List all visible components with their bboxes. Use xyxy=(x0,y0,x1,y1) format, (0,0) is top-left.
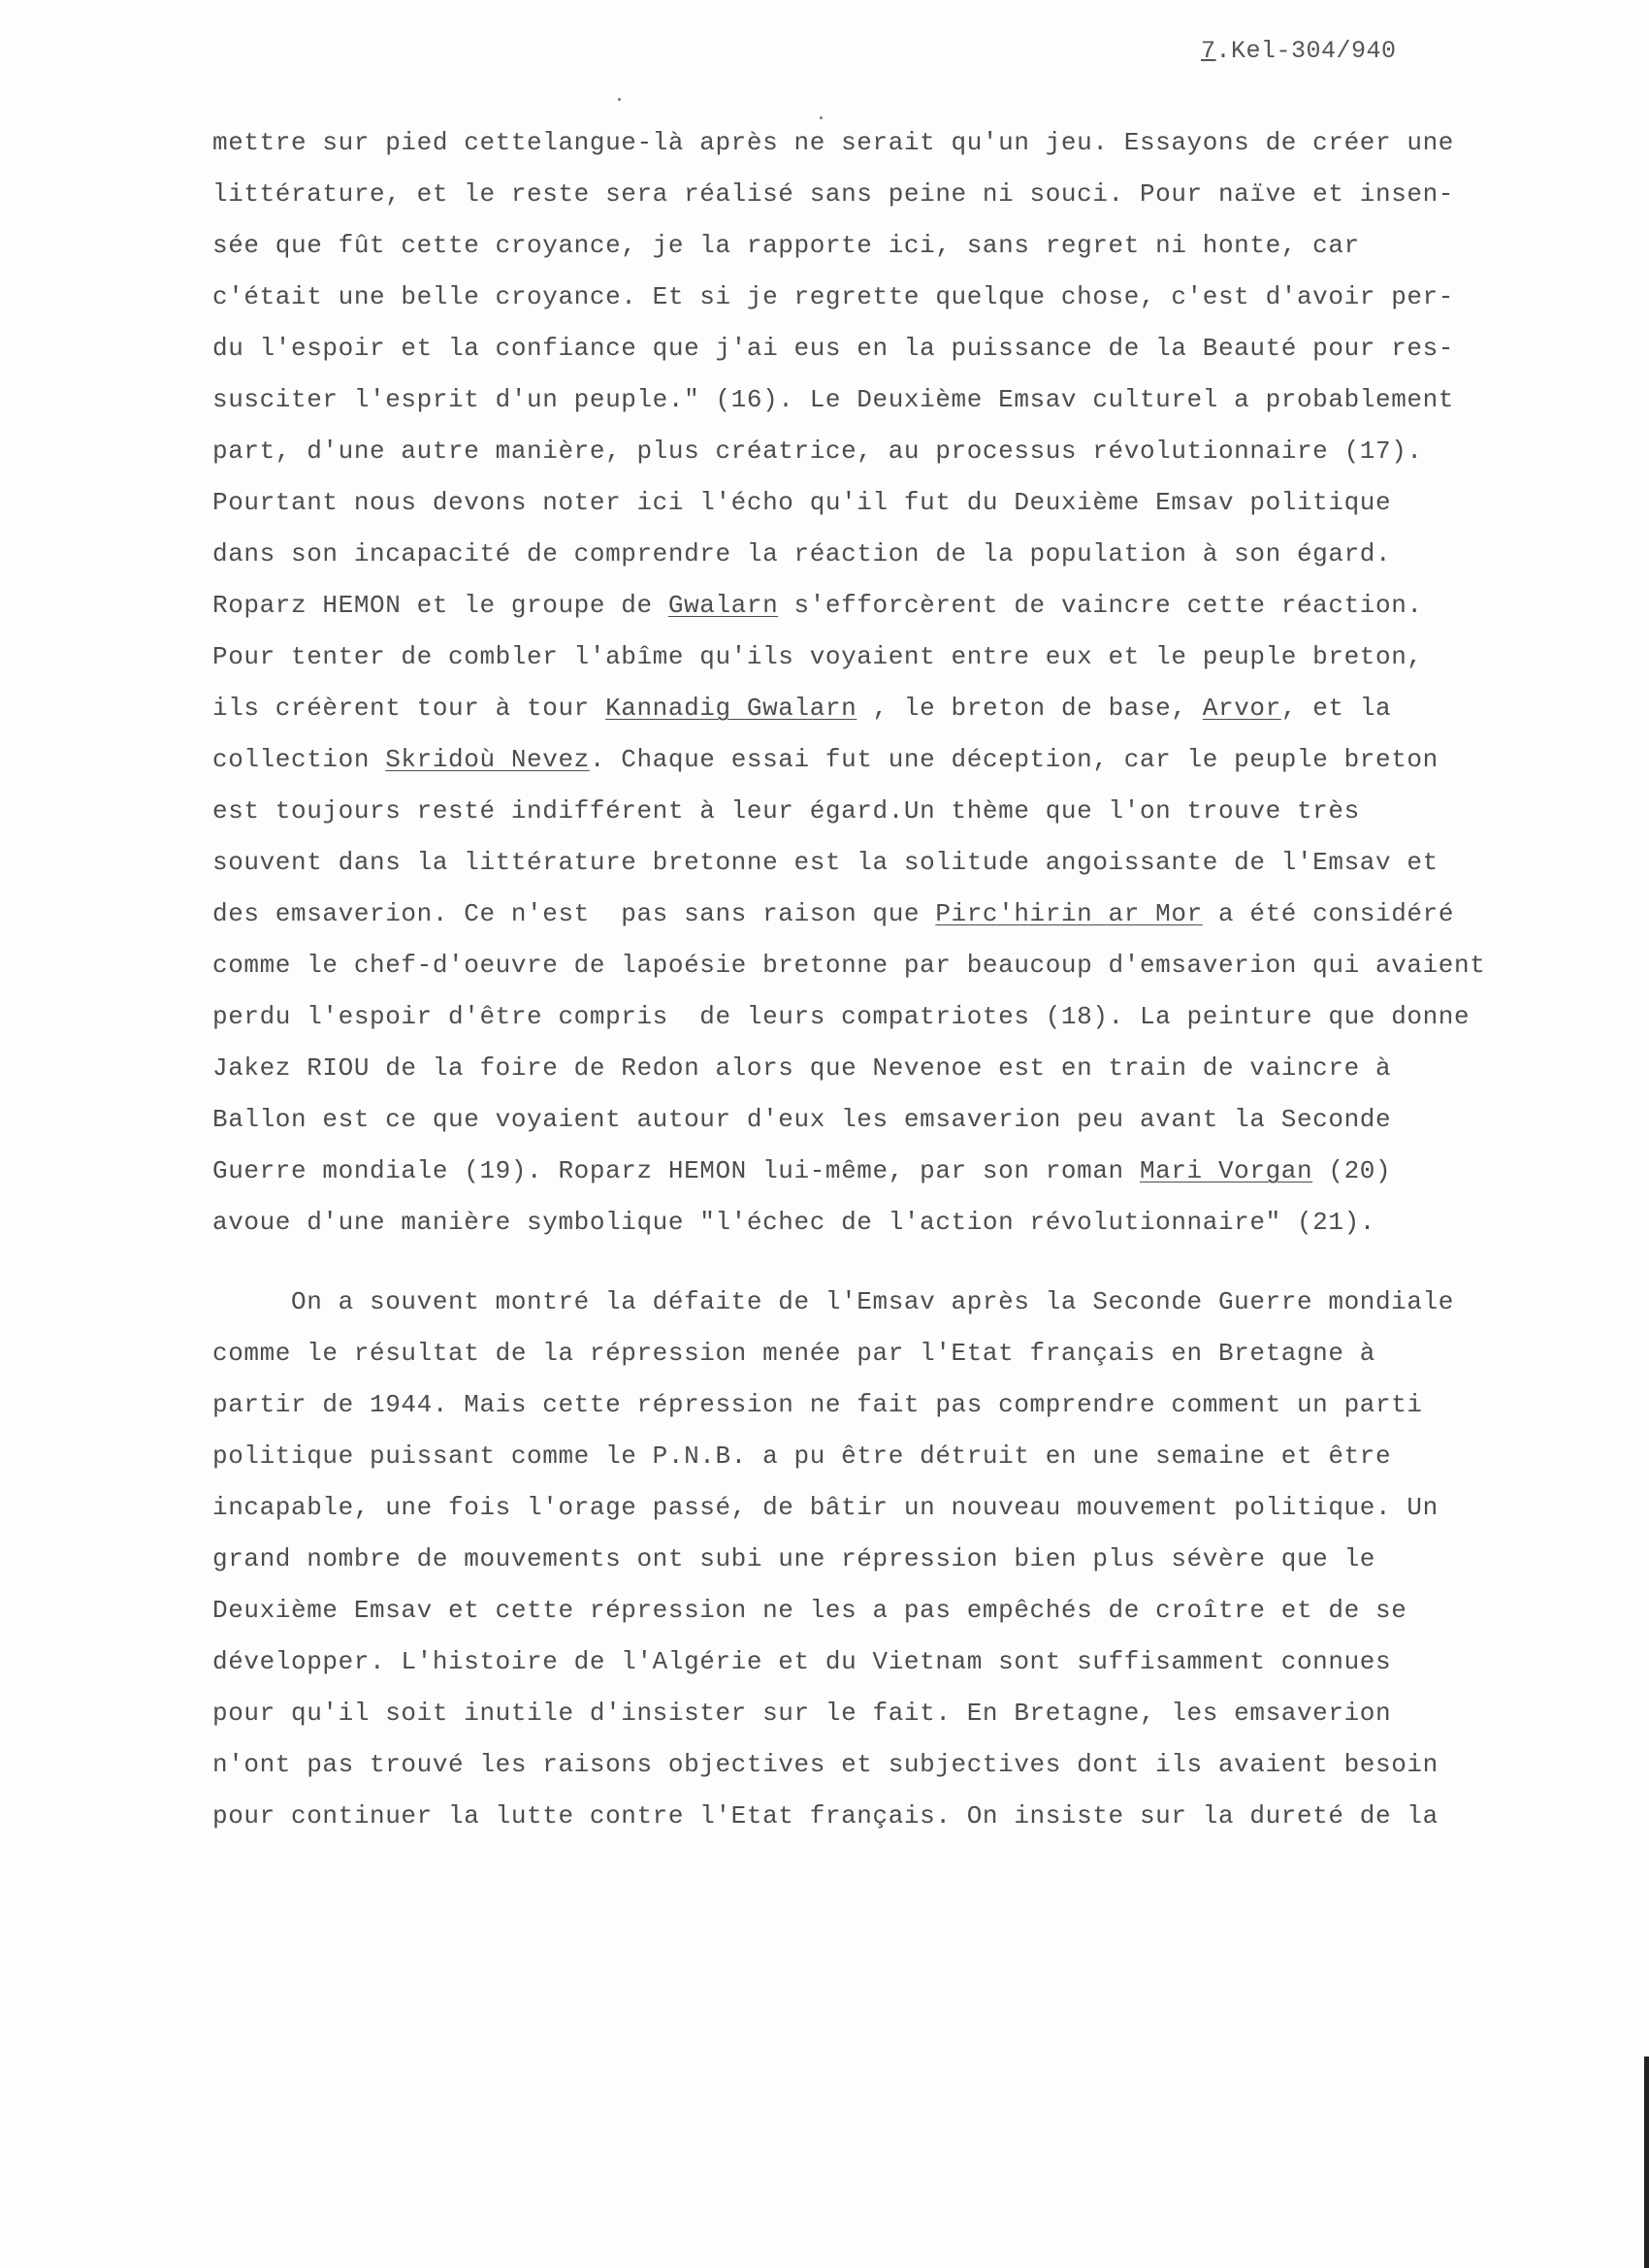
ink-speck xyxy=(618,98,621,101)
underlined-title-pirchirin-ar-mor: Pirc'hirin ar Mor xyxy=(935,899,1203,928)
ink-speck xyxy=(820,116,823,119)
text-line: avoue d'une manière symbolique "l'échec de l'action révolutionnaire" (21). xyxy=(212,1208,1375,1237)
text-segment: , le breton de base, xyxy=(857,694,1203,723)
text-segment: Roparz HEMON et le groupe de xyxy=(212,591,668,620)
text-line: part, d'une autre manière, plus créatrice, au processus révolutionnaire (17). xyxy=(212,437,1423,466)
text-line xyxy=(212,1156,1391,1185)
underlined-title-kannadig-gwalarn: Kannadig Gwalarn xyxy=(605,694,857,723)
underlined-title-mari-vorgan: Mari Vorgan xyxy=(1139,1156,1313,1185)
underlined-title-arvor: Arvor xyxy=(1202,694,1281,723)
text-line: mettre sur pied cettelangue-là après ne serait qu'un jeu. Essayons de créer une xyxy=(212,128,1454,157)
text-line: incapable, une fois l'orage passé, de bâtir un nouveau mouvement politique. Un xyxy=(212,1493,1439,1522)
text-line: Pourtant nous devons noter ici l'écho qu'il fut du Deuxième Emsav politique xyxy=(212,488,1392,517)
text-segment: (20) xyxy=(1312,1156,1392,1185)
text-line: Pour tenter de combler l'abîme qu'ils voyaient entre eux et le peuple breton, xyxy=(212,642,1423,671)
text-segment: collection xyxy=(212,745,386,774)
text-line: sée que fût cette croyance, je la rapporte ici, sans regret ni honte, car xyxy=(212,231,1360,260)
text-line: On a souvent montré la défaite de l'Emsav après la Seconde Guerre mondiale xyxy=(291,1287,1454,1316)
text-line: est toujours resté indifférent à leur égard.Un thème que l'on trouve très xyxy=(212,796,1360,826)
text-line: pour continuer la lutte contre l'Etat français. On insiste sur la dureté de la xyxy=(212,1801,1439,1831)
text-line: souvent dans la littérature bretonne est la solitude angoissante de l'Emsav et xyxy=(212,848,1439,877)
scan-edge-shadow xyxy=(1644,2057,1649,2268)
text-line: Ballon est ce que voyaient autour d'eux les emsaverion peu avant la Seconde xyxy=(212,1105,1392,1134)
text-segment: Guerre mondiale (19). Roparz HEMON lui-même, par son roman xyxy=(212,1156,1140,1185)
archive-reference-rest: .Kel-304/940 xyxy=(1215,37,1397,65)
text-line: comme le résultat de la répression menée par l'Etat français en Bretagne à xyxy=(212,1339,1375,1368)
archive-reference xyxy=(1201,37,1397,65)
underlined-title-skridou-nevez: Skridoù Nevez xyxy=(385,745,590,774)
text-line: susciter l'esprit d'un peuple." (16). Le Deuxième Emsav culturel a probablement xyxy=(212,385,1454,414)
text-segment: a été considéré xyxy=(1202,899,1455,928)
text-line xyxy=(212,591,1423,620)
text-segment: . Chaque essai fut une déception, car le peuple breton xyxy=(589,745,1439,774)
text-line xyxy=(212,899,1454,928)
text-segment: ils créèrent tour à tour xyxy=(212,694,606,723)
text-line: dans son incapacité de comprendre la réaction de la population à son égard. xyxy=(212,539,1392,568)
text-line: pour qu'il soit inutile d'insister sur le fait. En Bretagne, les emsaverion xyxy=(212,1699,1392,1728)
text-line: partir de 1944. Mais cette répression ne fait pas comprendre comment un parti xyxy=(212,1390,1423,1419)
text-segment: , et la xyxy=(1280,694,1392,723)
text-line: développer. L'histoire de l'Algérie et du Vietnam sont suffisamment connues xyxy=(212,1647,1392,1676)
text-segment: des emsaverion. Ce n'est pas sans raison que xyxy=(212,899,936,928)
text-line: perdu l'espoir d'être compris de leurs compatriotes (18). La peinture que donne xyxy=(212,1002,1471,1031)
archive-reference-prefix: 7 xyxy=(1201,37,1216,65)
text-segment: s'efforcèrent de vaincre cette réaction. xyxy=(778,591,1423,620)
text-line: littérature, et le reste sera réalisé sans peine ni souci. Pour naïve et insen- xyxy=(212,179,1454,209)
text-line: c'était une belle croyance. Et si je regrette quelque chose, c'est d'avoir per- xyxy=(212,282,1454,311)
text-line: n'ont pas trouvé les raisons objectives et subjectives dont ils avaient besoin xyxy=(212,1750,1439,1779)
text-line xyxy=(212,694,1391,723)
text-line xyxy=(212,745,1439,774)
text-line: grand nombre de mouvements ont subi une répression bien plus sévère que le xyxy=(212,1544,1375,1573)
text-line: du l'espoir et la confiance que j'ai eus en la puissance de la Beauté pour res- xyxy=(212,334,1454,363)
text-line: Deuxième Emsav et cette répression ne les a pas empêchés de croître et de se xyxy=(212,1596,1407,1625)
text-line: politique puissant comme le P.N.B. a pu être détruit en une semaine et être xyxy=(212,1442,1392,1471)
underlined-title-gwalarn: Gwalarn xyxy=(667,591,779,620)
text-line: comme le chef-d'oeuvre de lapoésie bretonne par beaucoup d'emsaverion qui avaient xyxy=(212,951,1486,980)
text-line: Jakez RIOU de la foire de Redon alors que Nevenoe est en train de vaincre à xyxy=(212,1053,1392,1083)
